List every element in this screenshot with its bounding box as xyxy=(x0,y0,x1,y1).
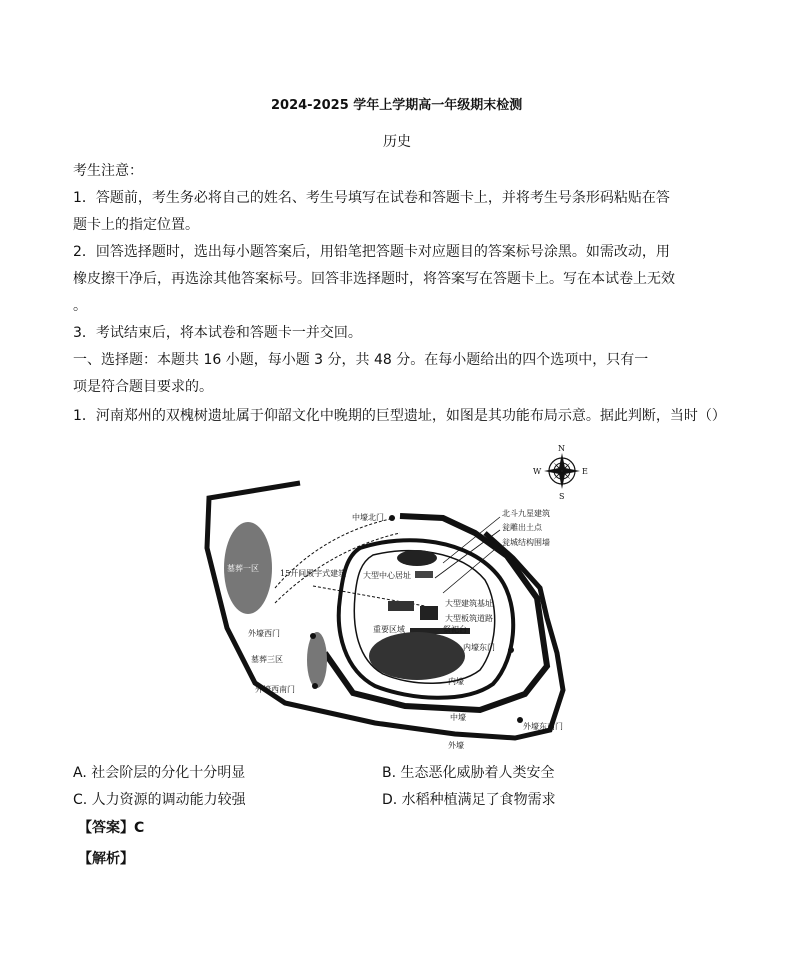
label-inner-east-gate: 内壕东门 xyxy=(463,643,495,652)
label-cemetery-1: 墓葬一区 xyxy=(227,564,259,573)
key-area-mark xyxy=(369,632,465,680)
question-1-stem: 1．河南郑州的双槐树遗址属于仰韶文化中晚期的巨型遗址，如图是其功能布局示意。据此判断，当时（） xyxy=(73,408,726,424)
label-sacrifice: 祭祀台 xyxy=(443,625,467,634)
compass-icon xyxy=(544,453,580,489)
notice-item-1-line-2: 题卡上的指定位置。 xyxy=(73,217,199,233)
notice-item-1-line-1: 1．答题前，考生务必将自己的姓名、考生号填写在试卷和答题卡上，并将考生号条形码粘贴在答 xyxy=(73,190,670,206)
notice-item-2-line-3: 。 xyxy=(73,298,87,314)
label-outer-se-gate: 外壕东南门 xyxy=(523,722,563,731)
option-c: C. 人力资源的调动能力较强 xyxy=(73,792,246,808)
label-center-residence: 大型中心居址 xyxy=(363,571,411,580)
option-b: B. 生态恶化威胁着人类安全 xyxy=(382,765,555,781)
label-outer-west-gate: 外壕西门 xyxy=(248,629,280,638)
label-middle-moat: 中壕 xyxy=(450,713,466,722)
option-a: A. 社会阶层的分化十分明显 xyxy=(73,765,246,781)
cemetery-zone-3 xyxy=(307,632,327,688)
label-outer-moat: 外壕 xyxy=(448,741,464,750)
label-inner-moat: 内壕 xyxy=(448,677,464,686)
exam-title: 2024-2025 学年上学期高一年级期末检测 xyxy=(271,98,523,113)
section-heading-line-2: 项是符合题目要求的。 xyxy=(73,379,213,395)
label-palace15: 15开间殿宇式建筑 xyxy=(280,569,347,578)
label-foundation: 大型建筑基址 xyxy=(445,599,493,608)
compass-e: E xyxy=(582,467,588,476)
label-yongdiao: 瓮雕出土点 xyxy=(502,523,542,532)
label-middle-north-gate: 中壕北门 xyxy=(352,513,384,522)
subject-title: 历史 xyxy=(383,134,411,150)
building-foundation-mark xyxy=(388,601,414,611)
label-outer-sw-gate: 外壕西南门 xyxy=(255,685,295,694)
notice-heading: 考生注意： xyxy=(73,163,143,179)
label-wengcheng: 瓮城结构围墙 xyxy=(502,538,550,547)
compass-n: N xyxy=(558,444,565,453)
analysis-line: 【解析】 xyxy=(78,851,134,867)
central-residence-mark xyxy=(397,550,437,566)
compass-s: S xyxy=(559,492,565,501)
option-d: D. 水稻种植满足了食物需求 xyxy=(382,792,556,808)
notice-item-2-line-1: 2．回答选择题时，选出每小题答案后，用铅笔把答题卡对应题目的答案标号涂黑。如需改动，用 xyxy=(73,244,670,260)
section-heading-line-1: 一、选择题：本题共 16 小题，每小题 3 分，共 48 分。在每小题给出的四个选项中，只有一 xyxy=(73,352,649,368)
answer-line: 【答案】C xyxy=(78,820,145,836)
label-cemetery-3: 墓葬三区 xyxy=(251,655,283,664)
notice-item-3: 3．考试结束后，将本试卷和答题卡一并交回。 xyxy=(73,325,362,341)
label-plank-road: 大型板筑道路 xyxy=(445,614,493,623)
label-key-area: 重要区域 xyxy=(373,625,405,634)
notice-item-2-line-2: 橡皮擦干净后，再选涂其他答案标号。回答非选择题时，将答案写在答题卡上。写在本试卷上无效 xyxy=(73,271,675,287)
label-beidou: 北斗九星建筑 xyxy=(502,509,550,518)
site-layout-map xyxy=(195,438,595,756)
compass-w: W xyxy=(533,467,542,476)
